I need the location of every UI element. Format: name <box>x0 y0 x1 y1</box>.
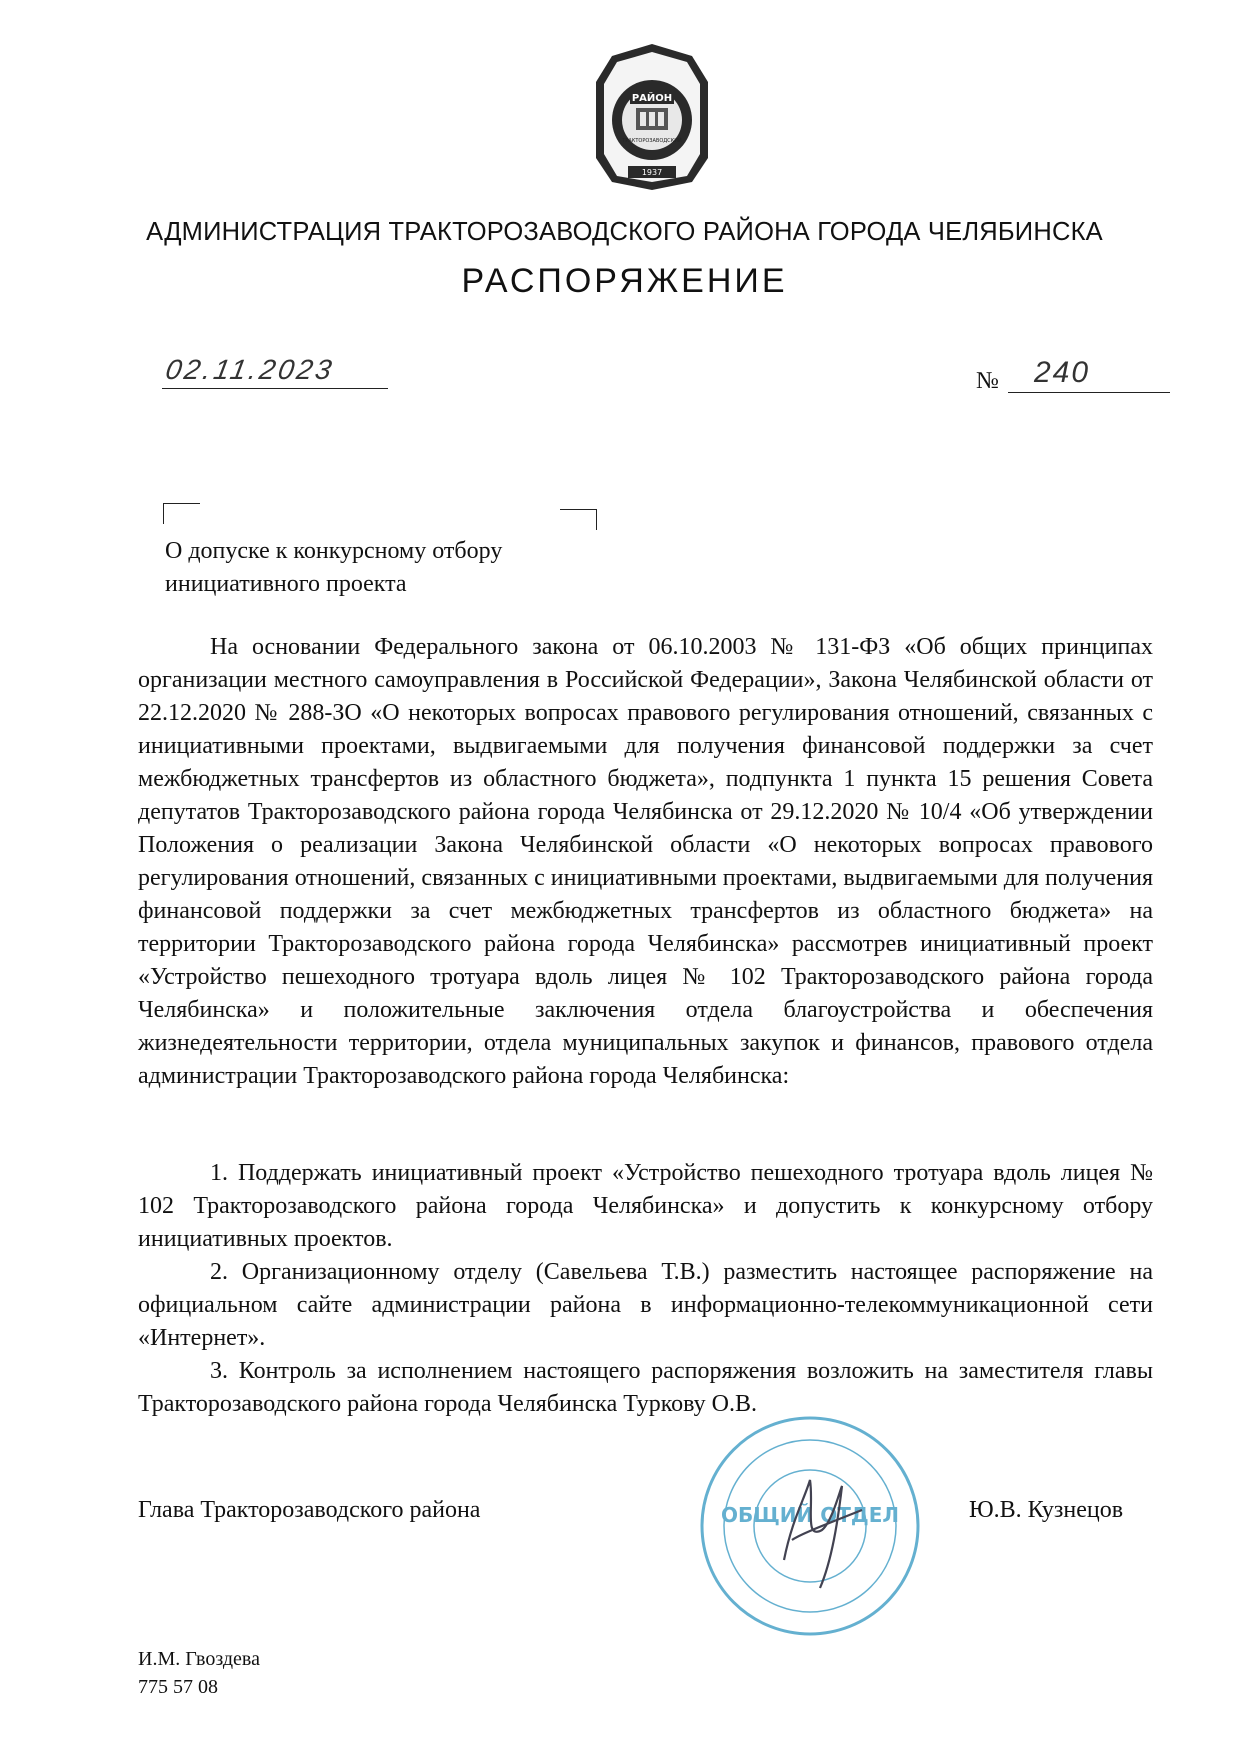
subject-corner-left <box>163 503 200 524</box>
handwritten-number: 240 <box>1034 356 1091 389</box>
signatory-position: Глава Тракторозаводского района <box>138 1497 481 1523</box>
emblem-ring-text: ТРАКТОРОЗАВОДСКИЙ <box>622 138 682 144</box>
executor-phone: 775 57 08 <box>138 1676 218 1698</box>
signatory-name: Ю.В. Кузнецов <box>969 1497 1124 1523</box>
document-subject: О допуске к конкурсному отбору инициативного проекта <box>165 538 503 597</box>
order-item-1: 1. Поддержать инициативный проект «Устройство пешеходного тротуара вдоль лицея № 102 Тракторозаводского района города Челябинска» и допустить к конкурсному отбору инициативных проектов. <box>138 1160 1153 1252</box>
date-field <box>162 348 388 389</box>
order-item-2: 2. Организационному отделу (Савельева Т.В.) разместить настоящее распоряжение на официальном сайте администрации района в информационно-телекоммуникационной сети «Интернет». <box>138 1259 1153 1351</box>
executor-name: И.М. Гвоздева <box>138 1648 260 1670</box>
organization-title: АДМИНИСТРАЦИЯ ТРАКТОРОЗАВОДСКОГО РАЙОНА ГОРОДА ЧЕЛЯБИНСКА <box>146 218 1103 246</box>
number-field <box>1008 352 1170 393</box>
subject-corner-right <box>560 509 597 530</box>
order-item-3: 3. Контроль за исполнением настоящего распоряжения возложить на заместителя главы Тракторозаводского района города Челябинска Туркову О.В. <box>138 1358 1153 1417</box>
handwritten-date: 02.11.2023 <box>163 354 337 385</box>
number-sign: № <box>976 368 999 394</box>
document-type-heading: РАСПОРЯЖЕНИЕ <box>461 262 788 300</box>
preamble-paragraph: На основании Федерального закона от 06.10.2003 № 131-ФЗ «Об общих принципах организации местного самоуправления в Российской Федерации», Закона Челябинской области от 22.12.2020 № 288-ЗО «О некоторых вопросах правового регулирования отношений, связанных с инициативными проектами, выдвигаемыми для получения финансовой поддержки за счет межбюджетных трансфертов из областного бюджета», подпункта 1 пункта 15 решения Совета депутатов Тракторозаводского района города Челябинска от 29.12.2020 № 10/4 «Об утверждении Положения о реализации Закона Челябинской области «О некоторых вопросах правового регулирования отношений, связанных с инициативными проектами, выдвигаемыми для получения финансовой поддержки за счет межбюджетных трансфертов из областного бюджета» на территории Тракторозаводского района города Челябинска» рассмотрев инициативный проект «Устройство пешеходного тротуара вдоль лицея № 102 Тракторозаводского района города Челябинска» и положительные заключения отдела благоустройства и обеспечения жизнедеятельности территории, отдела муниципальных закупок и финансов, правового отдела администрации Тракторозаводского района города Челябинска: <box>138 634 1153 1089</box>
official-stamp-icon <box>692 1410 928 1642</box>
emblem-year: 1937 <box>641 168 663 177</box>
district-emblem-icon <box>592 42 712 192</box>
stamp-text: ОБЩИЙ ОТДЕЛ <box>721 1503 899 1527</box>
emblem-top-text: РАЙОН <box>631 93 673 104</box>
